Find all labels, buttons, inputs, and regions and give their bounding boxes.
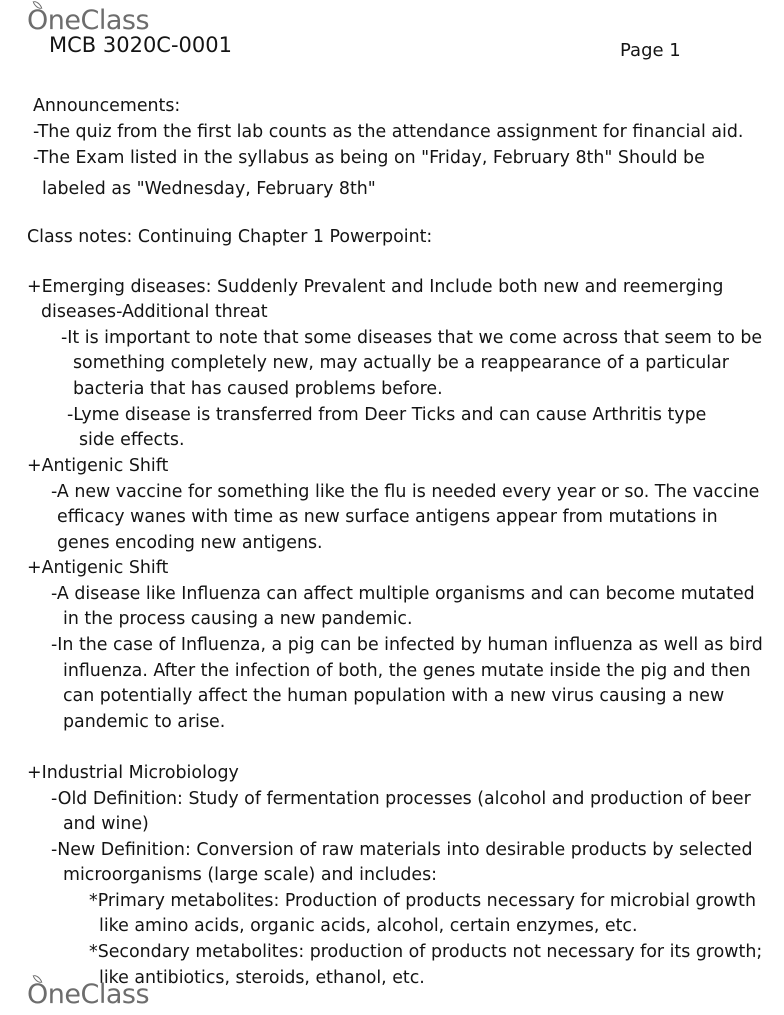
- course-code: MCB 3020C-0001: [49, 33, 232, 57]
- page-number: Page 1: [620, 40, 681, 61]
- note-line: influenza. After the infection of both, the genes mutate inside the pig and then: [63, 661, 751, 681]
- note-line: side effects.: [79, 430, 185, 450]
- note-line: -New Definition: Conversion of raw materials into desirable products by selected: [51, 840, 753, 860]
- oneclass-logo: [27, 7, 149, 34]
- announcement-line: -The Exam listed in the syllabus as being on "Friday, February 8th" Should be: [33, 148, 705, 168]
- note-line: +Emerging diseases: Suddenly Prevalent and Include both new and reemerging: [27, 277, 724, 297]
- note-line: -Lyme disease is transferred from Deer Ticks and can cause Arthritis type: [67, 405, 707, 425]
- note-line: in the process causing a new pandemic.: [63, 609, 413, 629]
- note-line: and wine): [63, 814, 149, 834]
- announcements-heading: Announcements:: [33, 96, 181, 116]
- announcement-line: -The quiz from the first lab counts as the attendance assignment for financial aid.: [33, 122, 744, 142]
- note-line: -Old Definition: Study of fermentation processes (alcohol and production of beer: [51, 789, 751, 809]
- logo-text: OneClass: [27, 979, 150, 1010]
- note-line: -It is important to note that some diseases that we come across that seem to be: [61, 328, 763, 348]
- note-line: pandemic to arise.: [63, 712, 226, 732]
- note-line: microorganisms (large scale) and includes:: [63, 865, 438, 885]
- note-line: genes encoding new antigens.: [57, 533, 323, 553]
- note-heading: +Antigenic Shift: [27, 456, 169, 476]
- note-heading: +Industrial Microbiology: [27, 763, 239, 783]
- note-line: something completely new, may actually be a reappearance of a particular: [73, 353, 729, 373]
- note-line: *Primary metabolites: Production of products necessary for microbial growth: [89, 891, 756, 911]
- note-line: bacteria that has caused problems before.: [73, 379, 443, 399]
- announcement-line: labeled as "Wednesday, February 8th": [42, 179, 376, 199]
- oneclass-logo: [27, 981, 149, 1008]
- note-line: like amino acids, organic acids, alcohol, certain enzymes, etc.: [99, 916, 638, 936]
- note-line: -A new vaccine for something like the flu is needed every year or so. The vaccine: [51, 482, 760, 502]
- note-line: *Secondary metabolites: production of products not necessary for its growth;: [89, 942, 763, 962]
- note-line: diseases-Additional threat: [41, 302, 268, 322]
- note-line: like antibiotics, steroids, ethanol, etc.: [99, 968, 425, 988]
- note-line: can potentially affect the human population with a new virus causing a new: [63, 686, 725, 706]
- notes-intro: Class notes: Continuing Chapter 1 Powerpoint:: [27, 227, 433, 247]
- note-line: -In the case of Influenza, a pig can be infected by human influenza as well as bird: [51, 635, 763, 655]
- note-line: -A disease like Influenza can affect multiple organisms and can become mutated: [51, 584, 755, 604]
- note-line: efficacy wanes with time as new surface antigens appear from mutations in: [57, 507, 718, 527]
- logo-text: OneClass: [27, 5, 150, 36]
- note-heading: +Antigenic Shift: [27, 558, 169, 578]
